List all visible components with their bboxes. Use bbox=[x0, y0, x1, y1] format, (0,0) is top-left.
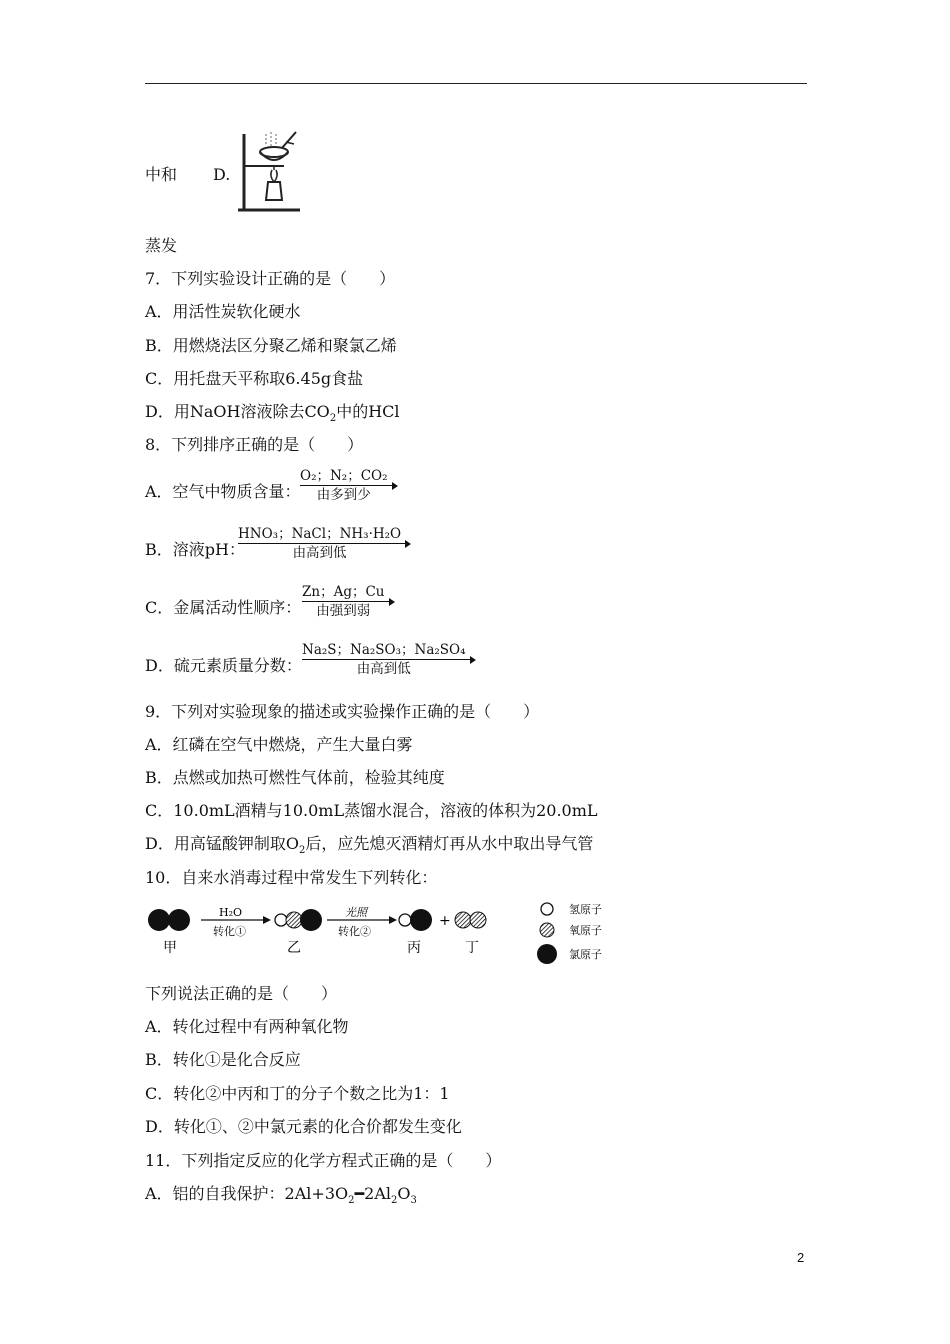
arrow1-bottom: 转化① bbox=[213, 925, 246, 938]
q10-sub-stem: 下列说法正确的是（ ） bbox=[145, 984, 338, 1003]
legend-chlorine: 氯原子 bbox=[569, 948, 602, 961]
q9-stem: 9．下列对实验现象的描述或实验操作正确的是（ ） bbox=[145, 702, 540, 721]
q11-stem: 11．下列指定反应的化学方程式正确的是（ ） bbox=[145, 1151, 502, 1170]
q8-option-a-label: A．空气中物质含量： bbox=[145, 482, 301, 501]
arrow1-top: H₂O bbox=[219, 906, 243, 919]
q8-stem: 8．下列排序正确的是（ ） bbox=[145, 435, 364, 454]
label-bing: 丙 bbox=[407, 940, 421, 956]
q8-option-c-sequence: Zn；Ag；Cu 由强到弱 bbox=[302, 584, 393, 619]
label-jia: 甲 bbox=[163, 940, 177, 956]
q8-option-b-sequence: HNO₃；NaCl；NH₃·H₂O 由高到低 bbox=[238, 526, 409, 561]
legend-hydrogen: 氢原子 bbox=[569, 903, 602, 916]
q8-option-b-label: B．溶液pH： bbox=[145, 540, 245, 559]
page-number: 2 bbox=[797, 1250, 805, 1265]
q8-option-a-sequence: O₂；N₂；CO₂ 由多到少 bbox=[300, 468, 396, 503]
q7-option-b: B．用燃烧法区分聚乙烯和聚氯乙烯 bbox=[145, 336, 397, 355]
q9-option-b: B．点燃或加热可燃性气体前，检验其纯度 bbox=[145, 768, 445, 787]
option-c-tail bbox=[145, 165, 230, 185]
q7-option-d: D．用NaOH溶液除去$CO_2$中的HCl bbox=[145, 402, 400, 425]
q9-option-d: D．用高锰酸钾制取$O_2$后，应先熄灭酒精灯再从水中取出导气管 bbox=[145, 834, 594, 857]
q7-option-a: A．用活性炭软化硬水 bbox=[145, 302, 301, 321]
q8-option-d-label: D．硫元素质量分数： bbox=[145, 656, 302, 675]
molecule-jia bbox=[148, 909, 190, 931]
label-neutralize: 中和 bbox=[145, 165, 178, 184]
molecule-bing bbox=[399, 909, 432, 931]
q10-option-c: C．转化②中丙和丁的分子个数之比为1：1 bbox=[145, 1084, 450, 1103]
evaporation-apparatus-image bbox=[236, 130, 306, 215]
legend-hydrogen-icon bbox=[541, 903, 553, 915]
molecule-ding bbox=[455, 912, 486, 928]
q10-reaction-diagram bbox=[145, 898, 625, 970]
plus-sign: + bbox=[439, 913, 451, 929]
arrow2-bottom: 转化② bbox=[338, 925, 371, 938]
legend-chlorine-icon bbox=[537, 944, 557, 964]
option-d-label: D. bbox=[213, 165, 231, 184]
legend-oxygen-icon bbox=[540, 923, 554, 937]
q10-option-a: A．转化过程中有两种氧化物 bbox=[145, 1017, 349, 1036]
q9-option-a: A．红磷在空气中燃烧，产生大量白雾 bbox=[145, 735, 413, 754]
q10-option-d: D．转化①、②中氯元素的化合价都发生变化 bbox=[145, 1117, 462, 1136]
q7-option-c: C．用托盘天平称取6.45g食盐 bbox=[145, 369, 364, 388]
label-yi: 乙 bbox=[287, 940, 301, 956]
q7-stem: 7．下列实验设计正确的是（ ） bbox=[145, 269, 396, 288]
header-rule bbox=[145, 83, 807, 84]
evaporation-caption: 蒸发 bbox=[145, 236, 178, 255]
q10-stem: 10．自来水消毒过程中常发生下列转化： bbox=[145, 868, 438, 887]
q11-option-a: A．铝的自我保护：$2Al+3O_2━2Al_2O_3$ bbox=[145, 1184, 417, 1207]
molecule-yi bbox=[275, 909, 322, 931]
q10-option-b: B．转化①是化合反应 bbox=[145, 1050, 301, 1069]
q9-option-c: C．10.0mL酒精与10.0mL蒸馏水混合，溶液的体积为20.0mL bbox=[145, 801, 598, 820]
arrow2-top: 光照 bbox=[345, 906, 367, 919]
q8-option-d-sequence: Na₂S；Na₂SO₃；Na₂SO₄ 由高到低 bbox=[302, 642, 474, 677]
label-ding: 丁 bbox=[465, 940, 479, 956]
legend-oxygen: 氧原子 bbox=[569, 924, 602, 937]
q8-option-c-label: C．金属活动性顺序： bbox=[145, 598, 302, 617]
